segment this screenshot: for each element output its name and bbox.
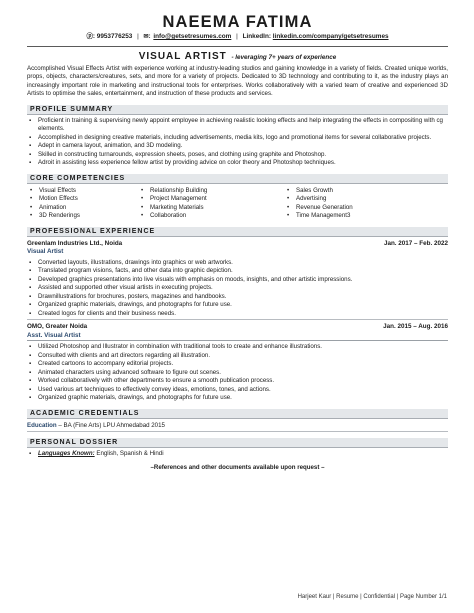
job-header	[27, 323, 448, 332]
job-role: Visual Artist	[27, 248, 64, 256]
competency-item: • Animation	[27, 204, 138, 212]
competency-item: • Visual Effects	[27, 187, 138, 195]
languages-text: English, Spanish & Hindi	[94, 450, 164, 458]
email-icon: ✉:	[143, 34, 151, 40]
competency-item: • 3D Renderings	[27, 212, 138, 220]
header-rule	[27, 46, 448, 47]
linkedin-label: LinkedIn:	[242, 33, 271, 40]
competency-item: • Time Management3	[284, 212, 434, 220]
profile-summary-list	[27, 117, 448, 168]
job-title: VISUAL ARTIST	[138, 51, 227, 62]
languages-label: Languages Known:	[38, 450, 95, 458]
competency-item: • Project Management	[138, 195, 284, 203]
title-row	[27, 51, 448, 63]
list-item: ▪ Drawnillustrations for brochures, posters, magazines and handbooks.	[27, 293, 448, 301]
section-header-academic	[27, 409, 448, 419]
contact-divider: |	[137, 33, 139, 40]
competency-item: • Sales Growth	[284, 187, 434, 195]
section-title: PROFESSIONAL EXPERIENCE	[30, 227, 156, 235]
section-header-experience	[27, 227, 448, 237]
competency-item: • Revenue Generation	[284, 204, 434, 212]
competency-item: • Motion Effects	[27, 195, 138, 203]
list-item: ▪ Translated program visions, facts, and other data into graphic depiction.	[27, 267, 448, 275]
list-item: ▪ Created cartoons to accompany editorial projects.	[27, 360, 448, 368]
list-item: ▪ Consulted with clients and art directors regarding all illustration.	[27, 352, 448, 360]
list-item: ▪ Adept in camera layout, animation, and 3D modeling.	[27, 142, 448, 150]
list-item: ▪ Proficient in training & supervising newly appoint employee in achieving realistic looking effects and help integrating the effects in compositing with cg elements.	[27, 117, 448, 134]
education-line	[27, 422, 448, 433]
section-header-competencies	[27, 174, 448, 184]
job-dates: Jan. 2017 – Feb. 2022	[383, 239, 448, 247]
list-item: ▪ Utilized Photoshop and Illustrator in combination with traditional tools to create and enhance illustrations.	[27, 343, 448, 351]
list-item: ▪ Developed graphics presentations into live visuals with emphasis on moods, insights, and other artistic impressions.	[27, 276, 448, 284]
competency-item: • Marketing Materials	[138, 204, 284, 212]
section-title: ACADEMIC CREDENTIALS	[30, 409, 140, 417]
competencies-grid	[27, 187, 448, 221]
competency-column	[27, 187, 138, 221]
competency-item: • Relationship Building	[138, 187, 284, 195]
education-text: – BA (Fine Arts) LPU Ahmedabad 2015	[56, 421, 165, 429]
competency-column	[138, 187, 284, 221]
competency-item: • Advertising	[284, 195, 434, 203]
list-item: ▪ Organized graphic materials, drawings, and photographs for future use.	[27, 394, 448, 402]
linkedin-link[interactable]: linkedin.com/company/getsetresumes	[272, 33, 389, 40]
job-header	[27, 240, 448, 249]
email-link[interactable]: info@getsetresumes.com	[153, 33, 232, 40]
title-tagline: - leveraging 7+ years of experience	[231, 54, 337, 61]
section-title: PROFILE SUMMARY	[30, 105, 114, 113]
contact-line	[27, 33, 448, 43]
education-label: Education	[27, 421, 57, 429]
list-item: ▪ Organized graphic materials, drawings, and photographs for future use.	[27, 301, 448, 309]
list-item: ▪ Assisted and supported other visual artists in executing projects.	[27, 284, 448, 292]
list-item: ▪ Accomplished in designing creative materials, including advertisements, media kits, logo and promotional items for several collaborative projects.	[27, 134, 448, 142]
company-name: Greenlam Industries Ltd., Noida	[27, 239, 123, 247]
company-name: OMO, Greater Noida	[27, 323, 88, 331]
job-dates: Jan. 2015 – Aug. 2016	[383, 323, 448, 331]
list-item: ▪ Adroit in assisting less experience fellow artist by providing advice on color theory and Photoshop techniques.	[27, 159, 448, 167]
job-bullets	[27, 343, 448, 402]
list-item: ▪ Created logos for clients and their business needs.	[27, 310, 448, 318]
languages-item	[27, 450, 448, 458]
page-footer: Harjeet Kaur | Resume | Confidential | Page Number 1/1	[297, 594, 447, 600]
competency-column	[284, 187, 434, 221]
section-header-profile	[27, 105, 448, 115]
list-item: ▪ Skilled in constructing turnarounds, expression sheets, poses, and clothing using graphite and Photoshop.	[27, 151, 448, 159]
section-header-personal	[27, 438, 448, 448]
list-item: ▪ Animated characters using advanced software to figure out scenes.	[27, 369, 448, 377]
job-bullets	[27, 259, 448, 318]
list-item: ▪ Worked collaboratively with other departments to ensure a smooth publication process.	[27, 377, 448, 385]
candidate-name: NAEEMA FATIMA	[162, 13, 313, 31]
list-item: ▪ Converted layouts, illustrations, drawings into graphics or web artworks.	[27, 259, 448, 267]
summary-paragraph: Accomplished Visual Effects Artist with experience working at industry-leading studios and gaining knowledge in a variety of fields. Created unique worlds, props, objects, characters/creatures, sets, and more for a variety of projects. Dedicated to 3D technology and contributing to it, as the industry plays an increasingly important role in marketing and instructional tools for enterprises. Works collaboratively with a varied team of creative and experienced 3D Artists to optimise the sales, entertainment, and instruction of these products and services.	[27, 65, 448, 98]
section-title: PERSONAL DOSSIER	[30, 439, 119, 447]
phone-number: 9953776253	[96, 33, 133, 40]
list-item: ▪ Used various art techniques to effectively convey ideas, emotions, tones, and actions.	[27, 386, 448, 394]
job-role: Asst. Visual Artist	[27, 332, 448, 342]
references-note: –References and other documents available upon request –	[150, 463, 325, 471]
job-divider	[27, 319, 448, 320]
phone-label: ⓟ:	[86, 33, 95, 40]
contact-divider: |	[236, 33, 238, 40]
competency-item: • Collaboration	[138, 212, 284, 220]
personal-list	[27, 450, 448, 458]
section-title: CORE COMPETENCIES	[30, 174, 126, 182]
